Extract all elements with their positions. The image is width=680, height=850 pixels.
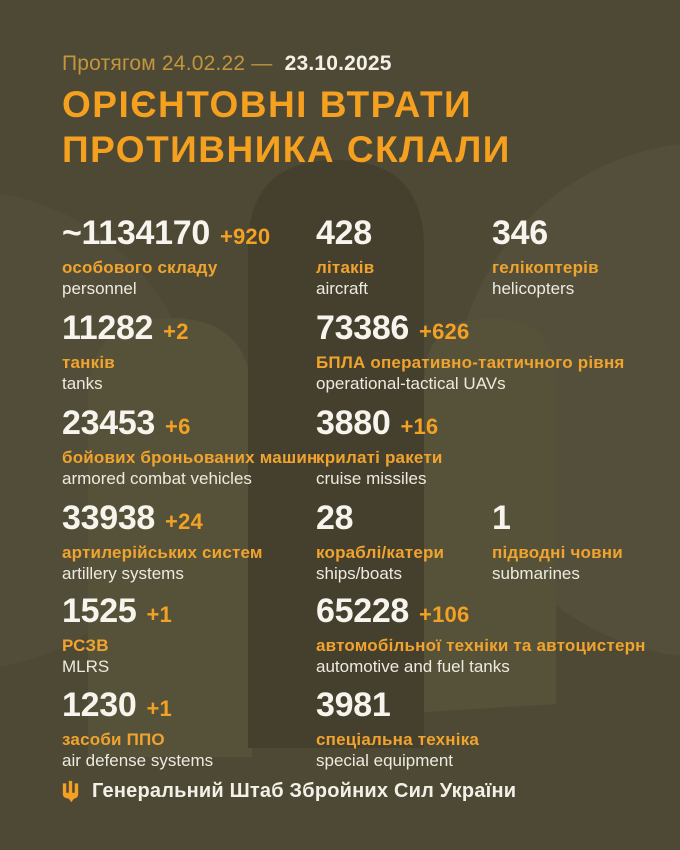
stat-label-ua: гелікоптерів (492, 258, 599, 277)
stat-label-ua: підводні човни (492, 543, 623, 562)
stat-label-ua: автомобільної техніки та автоцистерн (316, 636, 646, 655)
period-date: 23.10.2025 (284, 52, 392, 75)
footer-org-name: Генеральний Штаб Збройних Сил України (92, 780, 517, 802)
period (62, 52, 392, 76)
stat-label-en: operational-tactical UAVs (316, 374, 506, 393)
page-title (62, 82, 511, 172)
stat-value: 1230 (62, 686, 137, 724)
stat-label-ua: кораблі/катери (316, 543, 445, 562)
period-prefix: Протягом 24.02.22 — (62, 52, 273, 75)
stat-automotive-fuel-tanks (316, 594, 646, 677)
stat-delta: +1 (146, 602, 172, 627)
stat-delta: +2 (163, 319, 189, 344)
stat-armored-vehicles (62, 406, 317, 489)
page-title-line2: ПРОТИВНИКА СКЛАЛИ (62, 129, 511, 170)
stat-value: 3880 (316, 404, 391, 442)
stat-value: 3981 (316, 686, 391, 724)
stat-aircraft (316, 216, 382, 299)
stat-delta: +626 (419, 319, 470, 344)
stat-delta: +1 (146, 696, 172, 721)
stat-label-en: helicopters (492, 279, 575, 298)
stat-air-defense (62, 688, 213, 771)
stat-delta: +24 (165, 509, 203, 534)
stat-special-equipment (316, 688, 479, 771)
stat-value: 1 (492, 499, 511, 537)
stat-label-ua: РСЗВ (62, 636, 109, 655)
footer (62, 780, 516, 803)
stat-label-ua: спеціальна техніка (316, 730, 480, 749)
stat-value: 73386 (316, 309, 410, 347)
stat-label-en: artillery systems (62, 564, 184, 583)
stat-label-en: ships/boats (316, 564, 402, 583)
stat-label-en: submarines (492, 564, 580, 583)
stat-label-en: MLRS (62, 657, 110, 676)
stat-value: 23453 (62, 404, 156, 442)
stat-label-ua: артилерійських систем (62, 543, 263, 562)
stat-mlrs (62, 594, 172, 677)
stat-value: 428 (316, 214, 372, 252)
stat-artillery (62, 501, 263, 584)
stat-label-en: air defense systems (62, 751, 214, 770)
stat-ships (316, 501, 444, 584)
stat-value: 33938 (62, 499, 156, 537)
stat-label-ua: особового складу (62, 258, 218, 277)
stat-label-en: automotive and fuel tanks (316, 657, 510, 676)
stat-label-en: aircraft (316, 279, 368, 298)
stat-value: 1525 (62, 592, 137, 630)
stat-value: 28 (316, 499, 354, 537)
page-title-line1: ОРІЄНТОВНІ ВТРАТИ (62, 84, 473, 125)
stat-cruise-missiles (316, 406, 443, 489)
stat-label-ua: танків (62, 353, 115, 372)
stat-helicopters (492, 216, 599, 299)
stat-delta: +920 (219, 224, 271, 249)
stat-label-en: cruise missiles (316, 469, 427, 488)
stat-label-ua: літаків (316, 258, 375, 277)
stat-label-en: personnel (62, 279, 137, 298)
stat-value: 346 (492, 214, 548, 252)
stat-uavs (316, 311, 625, 394)
stat-label-en: tanks (62, 374, 103, 393)
stat-label-ua: крилаті ракети (316, 448, 443, 467)
stat-delta: +6 (165, 414, 191, 439)
stat-label-ua: бойових броньованих машин (62, 448, 318, 467)
stat-label-ua: БПЛА оперативно-тактичного рівня (316, 353, 625, 372)
stat-value: 65228 (316, 592, 410, 630)
trident-icon (62, 780, 79, 803)
stat-label-en: special equipment (316, 751, 454, 770)
stat-label-ua: засоби ППО (62, 730, 165, 749)
stat-label-en: armored combat vehicles (62, 469, 252, 488)
stat-tanks (62, 311, 189, 394)
stat-value: ~1134170 (62, 214, 210, 252)
stat-submarines (492, 501, 623, 584)
stat-delta: +106 (419, 602, 470, 627)
stat-value: 11282 (62, 309, 154, 347)
stat-delta: +16 (400, 414, 439, 439)
stat-personnel (62, 216, 270, 299)
